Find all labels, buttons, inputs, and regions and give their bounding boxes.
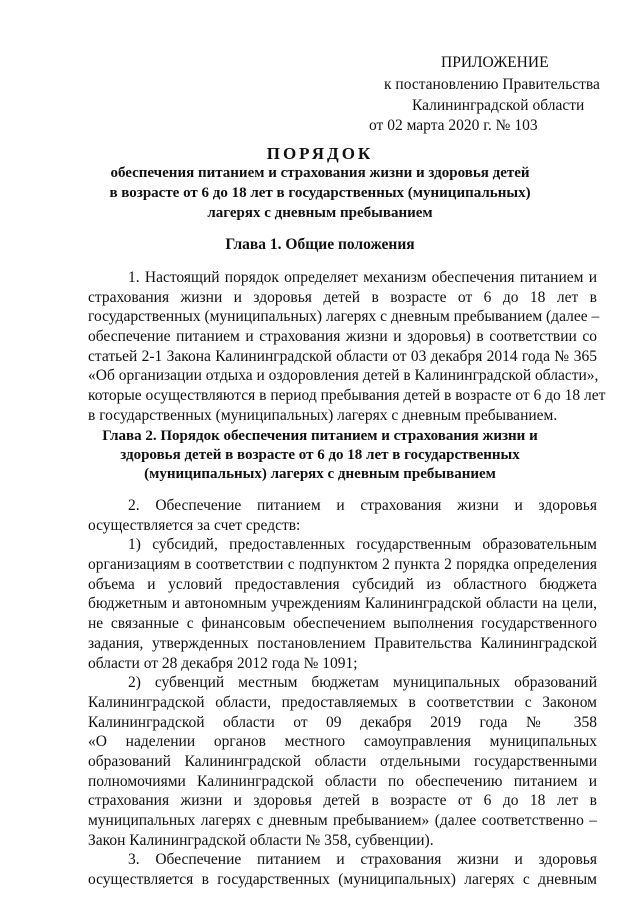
text-line: 3. Обеспечение питанием и страхования жизни и здоровья bbox=[128, 851, 597, 869]
appendix-resolution-ref: к постановлению Правительства bbox=[384, 76, 600, 93]
chapter-2-heading-line: Глава 2. Порядок обеспечения питанием и страхования жизни и bbox=[102, 428, 538, 444]
chapter-1-heading: Глава 1. Общие положения bbox=[225, 236, 415, 253]
text-line: страхования жизни и здоровья детей в возрасте от 6 до 18 лет в bbox=[88, 792, 597, 810]
text-line: 1. Настоящий порядок определяет механизм обеспечения питанием и bbox=[128, 269, 597, 286]
text-line: 2. Обеспечение питанием и страхования жизни и здоровья bbox=[128, 497, 597, 514]
text-line: бюджетным и автономным учреждениям Калининградской области на цели, bbox=[88, 595, 597, 613]
text-line: государственных (муниципальных) лагерях с дневным пребыванием (далее – bbox=[88, 308, 600, 326]
chapter-2-heading-line: (муниципальных) лагерях с дневным пребыванием bbox=[144, 466, 496, 482]
appendix-label: ПРИЛОЖЕНИЕ bbox=[441, 54, 549, 71]
text-line: образований Калининградской области отдельными государственными bbox=[88, 752, 597, 770]
text-line: организациям в соответствии с подпунктом 2 пункта 2 порядка определения bbox=[88, 556, 597, 574]
document-title: ПОРЯДОК bbox=[266, 144, 374, 163]
text-line: «Об организации отдыха и оздоровления детей в Калининградской области», bbox=[88, 367, 599, 385]
text-line: обеспечение питанием и страхования жизни и здоровья) в соответствии со bbox=[88, 328, 597, 346]
text-line: 2) субвенций местным бюджетам муниципальных образований bbox=[128, 674, 597, 692]
chapter-1-paragraph bbox=[88, 268, 606, 426]
chapter-2-heading-line: здоровья детей в возрасте от 6 до 18 лет в государственных bbox=[120, 447, 520, 463]
text-line: Закон Калининградской области № 358, субвенции). bbox=[88, 831, 434, 849]
text-line: 1) субсидий, предоставленных государственным образовательным bbox=[128, 536, 597, 554]
text-line: Калининградской области от 09 декабря 2019 года № 358 bbox=[88, 713, 597, 731]
text-line: не связанные с финансовым обеспечением выполнения государственного bbox=[88, 615, 597, 633]
document-subtitle-line: в возрасте от 6 до 18 лет в государственных (муниципальных) bbox=[109, 185, 531, 201]
text-line: Калининградской области, предоставляемых в соответствии с Законом bbox=[88, 693, 597, 711]
appendix-region: Калининградской области bbox=[412, 97, 585, 114]
text-line: области от 28 декабря 2012 года № 1091; bbox=[88, 654, 358, 672]
text-line: объема и условий предоставления субсидий из областного бюджета bbox=[88, 575, 597, 593]
text-line: в государственных (муниципальных) лагерях с дневным пребыванием. bbox=[88, 406, 558, 424]
text-line: «О наделении органов местного самоуправления муниципальных bbox=[88, 733, 597, 751]
document-subtitle-line: обеспечения питанием и страхования жизни и здоровья детей bbox=[110, 165, 530, 181]
text-line: осуществляется за счет средств: bbox=[88, 516, 301, 534]
text-line: муниципальных лагерях с дневным пребыванием» (далее соответственно – bbox=[88, 812, 597, 829]
appendix-date-number: от 02 марта 2020 г. № 103 bbox=[369, 117, 538, 134]
text-line: осуществляется в государственных (муниципальных) лагерях с дневным bbox=[88, 871, 597, 889]
text-line: которые осуществляются в период пребывания детей в возрасте от 6 до 18 лет bbox=[88, 387, 606, 405]
text-line: задания, утвержденных постановлением Правительства Калининградской bbox=[88, 634, 597, 652]
document-subtitle-line: лагерях с дневным пребыванием bbox=[207, 205, 433, 221]
text-line: страхования жизни и здоровья детей в возрасте от 6 до 18 лет в bbox=[88, 288, 597, 306]
chapter-2-paragraph bbox=[88, 496, 597, 890]
text-line: статьей 2-1 Закона Калининградской области от 03 декабря 2014 года № 365 bbox=[88, 347, 597, 365]
text-line: полномочиями Калининградской области по обеспечению питанием и bbox=[88, 772, 597, 790]
